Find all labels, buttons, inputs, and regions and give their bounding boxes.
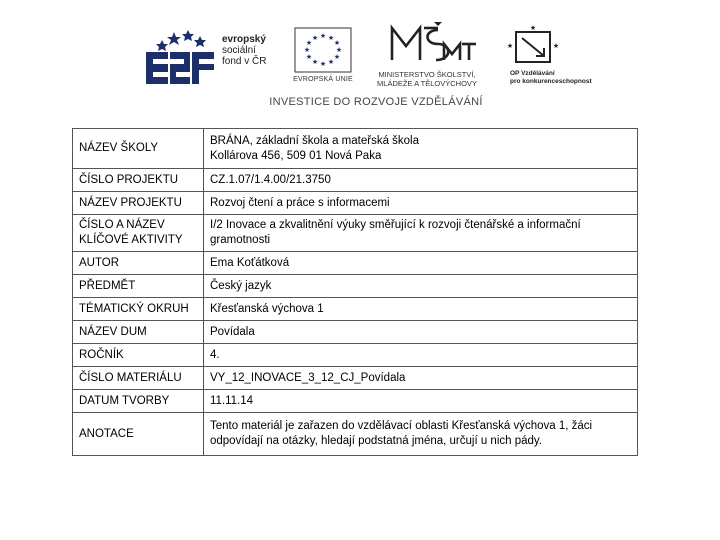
table-row	[73, 298, 638, 321]
row-value: 4.	[204, 344, 638, 367]
row-value	[204, 129, 638, 169]
table-row	[73, 344, 638, 367]
esf-text-line2: sociální	[222, 45, 256, 56]
row-key: NÁZEV ŠKOLY	[73, 129, 204, 169]
op-emblem-icon	[500, 20, 600, 70]
svg-text:★: ★	[529, 24, 537, 32]
table-row	[73, 129, 638, 169]
op-logo	[500, 20, 600, 100]
row-key: ČÍSLO PROJEKTU	[73, 169, 204, 192]
row-key: ROČNÍK	[73, 344, 204, 367]
msmt-label-line2: MLÁDEŽE A TĚLOVÝCHOVY	[377, 79, 477, 88]
op-label-line1: OP Vzdělávání	[510, 70, 555, 77]
table-row	[73, 321, 638, 344]
row-value: Český jazyk	[204, 275, 638, 298]
svg-text:★: ★	[319, 60, 327, 68]
svg-text:★: ★	[327, 34, 335, 42]
row-value-line: BRÁNA, základní škola a mateřská škola	[210, 134, 420, 147]
row-value: Povídala	[204, 321, 638, 344]
row-value: Ema Koťátková	[204, 252, 638, 275]
row-value-line: I/2 Inovace a zkvalitnění výuky směřující k rozvoji čtenářské a informační	[210, 219, 581, 231]
row-key: ANOTACE	[73, 413, 204, 456]
esf-logo	[144, 22, 274, 92]
row-value: VY_12_INOVACE_3_12_CJ_Povídala	[204, 367, 638, 390]
row-key: TÉMATICKÝ OKRUH	[73, 298, 204, 321]
table-row	[73, 367, 638, 390]
eu-logo	[285, 24, 361, 92]
row-key	[73, 215, 204, 252]
row-value: Křesťanská výchova 1	[204, 298, 638, 321]
table-row	[73, 192, 638, 215]
row-value: 11.11.14	[204, 390, 638, 413]
esf-text	[222, 34, 266, 67]
svg-text:★: ★	[552, 42, 560, 50]
row-key: NÁZEV DUM	[73, 321, 204, 344]
row-value: CZ.1.07/1.4.00/21.3750	[204, 169, 638, 192]
esf-text-line3: fond v ČR	[222, 56, 267, 67]
row-key: AUTOR	[73, 252, 204, 275]
table-row	[73, 390, 638, 413]
op-label-line2: pro konkurenceschopnost	[510, 78, 592, 85]
row-value-line: gramotnosti	[210, 234, 271, 246]
op-label	[510, 70, 600, 86]
eu-label: EVROPSKÁ UNIE	[293, 76, 353, 83]
svg-text:★: ★	[305, 53, 313, 61]
msmt-emblem-icon	[362, 20, 492, 70]
row-key: NÁZEV PROJEKTU	[73, 192, 204, 215]
row-value-line: Tento materiál je zařazen do vzdělávací oblasti Křesťanská výchova 1, žáci	[210, 420, 593, 432]
svg-text:★: ★	[327, 58, 335, 66]
table-row	[73, 215, 638, 252]
svg-text:★: ★	[311, 58, 319, 66]
table-row	[73, 275, 638, 298]
tagline: INVESTICE DO ROZVOJE VZDĚLÁVÁNÍ	[269, 96, 483, 108]
svg-text:★: ★	[333, 53, 341, 61]
msmt-label-line1: MINISTERSTVO ŠKOLSTVÍ,	[378, 70, 476, 79]
svg-text:★: ★	[319, 32, 327, 40]
row-key: ČÍSLO MATERIÁLU	[73, 367, 204, 390]
row-key: DATUM TVORBY	[73, 390, 204, 413]
msmt-label	[362, 70, 492, 88]
table-row	[73, 413, 638, 456]
row-value: Rozvoj čtení a práce s informacemi	[204, 192, 638, 215]
msmt-logo	[362, 20, 492, 94]
row-key-line: ČÍSLO A NÁZEV	[79, 219, 165, 231]
svg-text:★: ★	[333, 39, 341, 47]
svg-text:★: ★	[506, 42, 514, 50]
row-key-line: KLÍČOVÉ AKTIVITY	[79, 234, 183, 246]
logo-banner	[140, 18, 610, 114]
row-key: PŘEDMĚT	[73, 275, 204, 298]
svg-text:★: ★	[311, 34, 319, 42]
row-value-line: Kollárova 456, 509 01 Nová Paka	[210, 149, 382, 162]
table-row	[73, 169, 638, 192]
project-info-table	[72, 128, 638, 456]
esf-logo-icon	[144, 28, 216, 86]
eu-flag-icon	[285, 24, 361, 76]
table-row	[73, 252, 638, 275]
row-value	[204, 215, 638, 252]
esf-text-line1: evropský	[222, 34, 266, 45]
svg-text:★: ★	[303, 46, 311, 54]
svg-text:★: ★	[335, 46, 343, 54]
row-value-line: odpovídají na otázky, hledají podstatná jména, určují u nich pády.	[210, 435, 543, 447]
svg-text:★: ★	[305, 39, 313, 47]
row-value	[204, 413, 638, 456]
